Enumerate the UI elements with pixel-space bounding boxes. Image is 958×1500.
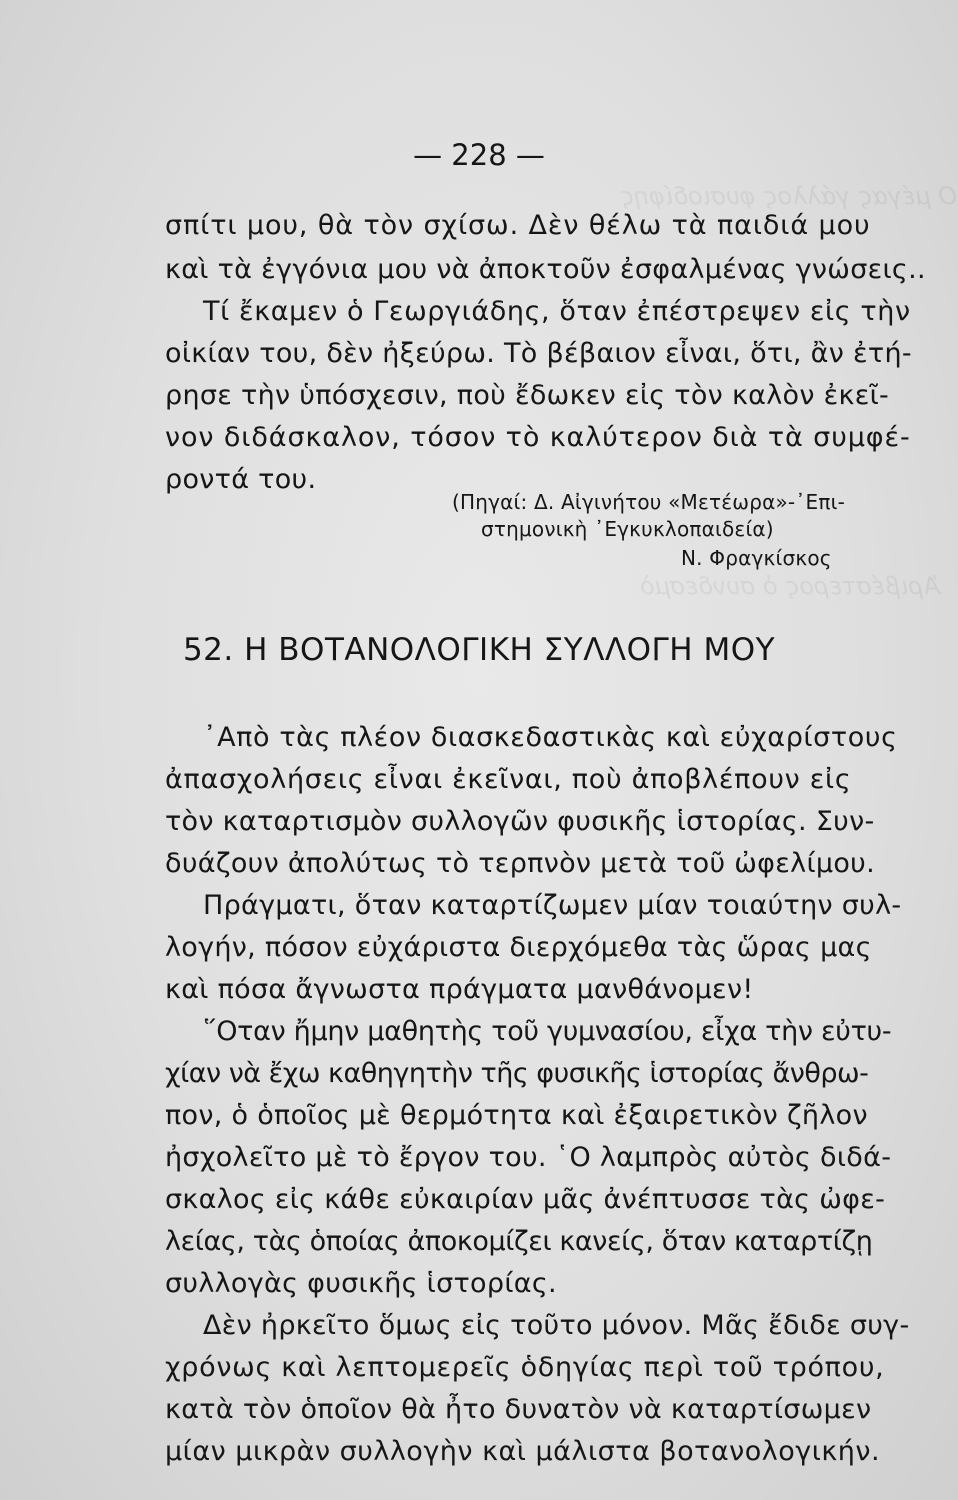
text-line: λογήν, πόσον εὐχάριστα διερχόμεθα τὰς ὥρας μας [165,932,872,963]
text-line: λείας, τὰς ὁποίας ἀποκομίζει κανείς, ὅταν καταρτίζῃ [165,1226,873,1257]
text-line: ῞Οταν ἤμην μαθητὴς τοῦ γυμνασίου, εἶχα τὴν εὐτυ- [203,1016,892,1047]
text-line: σκαλος εἰς κάθε εὐκαιρίαν μᾶς ἀνέπτυσσε τὰς ὠφε- [165,1184,886,1215]
text-line: μίαν μικρὰν συλλογὴν καὶ μάλιστα βοτανολογικήν. [165,1436,881,1467]
page-number: — 228 — [413,138,545,172]
source-author: Ν. Φραγκίσκος [681,546,832,570]
text-line: οἰκίαν του, δὲν ἠξεύρω. Τὸ βέβαιον εἶναι, ὅτι, ἂν ἐτή- [165,338,912,369]
text-line: ροντά του. [165,464,317,495]
text-line: δυάζουν ἀπολύτως τὸ τερπνὸν μετὰ τοῦ ὠφελίμου. [165,848,875,879]
text-line: ᾿Απὸ τὰς πλέον διασκεδαστικὰς καὶ εὐχαρίστους [203,722,898,753]
text-line: καὶ πόσα ἄγνωστα πράγματα μανθάνομεν! [165,974,754,1005]
text-line: χίαν νὰ ἔχω καθηγητὴν τῆς φυσικῆς ἱστορίας ἄνθρω- [165,1058,869,1089]
text-line: καὶ τὰ ἐγγόνια μου νὰ ἀποκτοῦν ἐσφαλμένας γνώσεις.. [165,254,926,285]
text-line: ρησε τὴν ὑπόσχεσιν, ποὺ ἔδωκεν εἰς τὸν καλὸν ἐκεῖ- [165,380,890,411]
text-line: ἀπασχολήσεις εἶναι ἐκεῖναι, ποὺ ἀποβλέπουν εἰς [165,764,852,795]
text-line: πον, ὁ ὁποῖος μὲ θερμότητα καὶ ἐξαιρετικὸν ζῆλον [165,1100,868,1131]
text-line: ἠσχολεῖτο μὲ τὸ ἔργον του. ῾Ο λαμπρὸς αὐτὸς διδά- [165,1142,892,1173]
section-heading: 52. Η ΒΟΤΑΝΟΛΟΓΙΚΗ ΣΥΛΛΟΓΗ ΜΟΥ [182,632,776,668]
source-citation: στημονικὴ ᾿Εγκυκλοπαιδεία) [481,517,774,541]
text-line: κατὰ τὸν ὁποῖον θὰ ἦτο δυνατὸν νὰ καταρτίσωμεν [165,1394,872,1425]
bleed-through-text: Ο μέγας γάλλος φυσιοδίφης [620,182,957,210]
text-line: συλλογὰς φυσικῆς ἱστορίας. [165,1268,557,1299]
bleed-through-text: Ἀριβέστερος ὁ συνδεσμὸ [640,572,940,600]
text-line: σπίτι μου, θὰ τὸν σχίσω. Δὲν θέλω τὰ παιδιά μου [165,210,871,241]
text-line: Δὲν ἠρκεῖτο ὅμως εἰς τοῦτο μόνον. Μᾶς ἔδιδε συγ- [203,1310,910,1341]
text-line: χρόνως καὶ λεπτομερεῖς ὁδηγίας περὶ τοῦ τρόπου, [165,1352,885,1383]
source-citation: (Πηγαί: Δ. Αἰγινήτου «Μετέωρα»-᾿Επι- [452,490,846,514]
text-line: Τί ἔκαμεν ὁ Γεωργιάδης, ὅταν ἐπέστρεψεν εἰς τὴν [203,296,911,327]
text-line: τὸν καταρτισμὸν συλλογῶν φυσικῆς ἱστορίας. Συν- [165,806,875,837]
text-line: Πράγματι, ὅταν καταρτίζωμεν μίαν τοιαύτην συλ- [203,890,902,921]
text-line: νον διδάσκαλον, τόσον τὸ καλύτερον διὰ τὰ συμφέ- [165,422,911,453]
